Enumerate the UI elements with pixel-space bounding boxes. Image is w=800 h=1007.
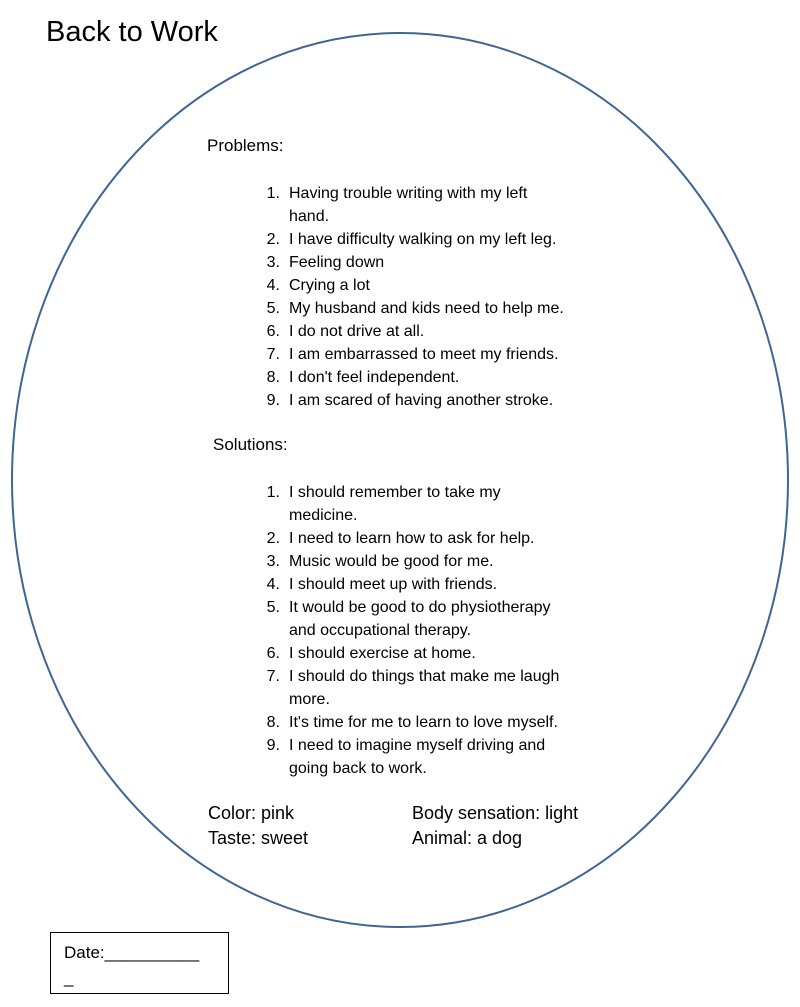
solution-item-text-continuation: medicine. <box>289 507 358 524</box>
solution-item-text-continuation: going back to work. <box>289 760 427 777</box>
date-label-continuation: _ <box>64 968 74 987</box>
solution-item-text-continuation: and occupational therapy. <box>289 622 472 639</box>
solution-item-number: 9. <box>266 737 280 754</box>
problem-item-text: I do not drive at all. <box>289 323 425 340</box>
solution-item-text: I should do things that make me laugh <box>289 668 560 685</box>
solution-item-text: I need to learn how to ask for help. <box>289 530 535 547</box>
problem-item <box>258 274 568 297</box>
solution-item <box>258 481 578 527</box>
solution-item-number: 6. <box>266 645 280 662</box>
solution-item <box>258 596 578 642</box>
problem-item-text: I have difficulty walking on my left leg. <box>289 231 557 248</box>
solution-item-number: 7. <box>266 668 280 685</box>
oval-outline <box>12 33 788 927</box>
problem-item <box>258 343 568 366</box>
problem-item-text: Crying a lot <box>289 277 370 294</box>
problem-item-number: 7. <box>266 346 280 363</box>
solution-item <box>258 642 578 665</box>
problem-item-text: Feeling down <box>289 254 385 271</box>
problem-item-text-continuation: hand. <box>289 208 330 225</box>
solution-item-text-continuation: more. <box>289 691 330 708</box>
solution-item-text: I should exercise at home. <box>289 645 476 662</box>
solution-item <box>258 665 578 711</box>
solution-item-number: 5. <box>266 599 280 616</box>
problem-item-text: I am scared of having another stroke. <box>289 392 554 409</box>
problem-item <box>258 297 568 320</box>
solution-item-number: 2. <box>266 530 280 547</box>
problem-item-number: 1. <box>266 185 280 202</box>
solution-item <box>258 573 578 596</box>
problem-item <box>258 320 568 343</box>
animal-attribute: Animal: a dog <box>412 828 523 848</box>
problem-item-text: I am embarrassed to meet my friends. <box>289 346 559 363</box>
problem-item-number: 3. <box>266 254 280 271</box>
date-field[interactable] <box>50 932 229 994</box>
solution-item-text: Music would be good for me. <box>289 553 494 570</box>
taste-attribute: Taste: sweet <box>208 828 309 848</box>
problem-item-number: 2. <box>266 231 280 248</box>
problem-item-text: Having trouble writing with my left <box>289 185 528 202</box>
problem-item <box>258 251 568 274</box>
problem-item-text: I don't feel independent. <box>289 369 460 386</box>
problem-item-number: 8. <box>266 369 280 386</box>
problem-item <box>258 228 568 251</box>
problem-item-number: 4. <box>266 277 280 294</box>
solution-item-text: It's time for me to learn to love myself. <box>289 714 558 731</box>
problem-item-number: 9. <box>266 392 280 409</box>
solution-item-number: 3. <box>266 553 280 570</box>
solution-item <box>258 527 578 550</box>
solution-item-text: I need to imagine myself driving and <box>289 737 546 754</box>
body-sensation-attribute: Body sensation: light <box>412 803 579 823</box>
problem-item-number: 6. <box>266 323 280 340</box>
solutions-list <box>258 481 578 780</box>
problems-heading: Problems: <box>207 136 284 155</box>
problem-item <box>258 389 568 412</box>
problem-item <box>258 366 568 389</box>
solution-item-number: 1. <box>266 484 280 501</box>
solutions-heading: Solutions: <box>213 435 288 454</box>
date-label: Date:__________ <box>64 943 200 962</box>
solution-item <box>258 711 578 734</box>
problem-item-number: 5. <box>266 300 280 317</box>
solution-item-number: 8. <box>266 714 280 731</box>
problems-list <box>258 182 568 412</box>
color-attribute: Color: pink <box>208 803 295 823</box>
solution-item-text: It would be good to do physiotherapy <box>289 599 551 616</box>
page-title: Back to Work <box>46 16 218 48</box>
solution-item <box>258 734 578 780</box>
solution-item-text: I should remember to take my <box>289 484 501 501</box>
solution-item-number: 4. <box>266 576 280 593</box>
problem-item <box>258 182 568 228</box>
solution-item-text: I should meet up with friends. <box>289 576 498 593</box>
problem-item-text: My husband and kids need to help me. <box>289 300 564 317</box>
solution-item <box>258 550 578 573</box>
